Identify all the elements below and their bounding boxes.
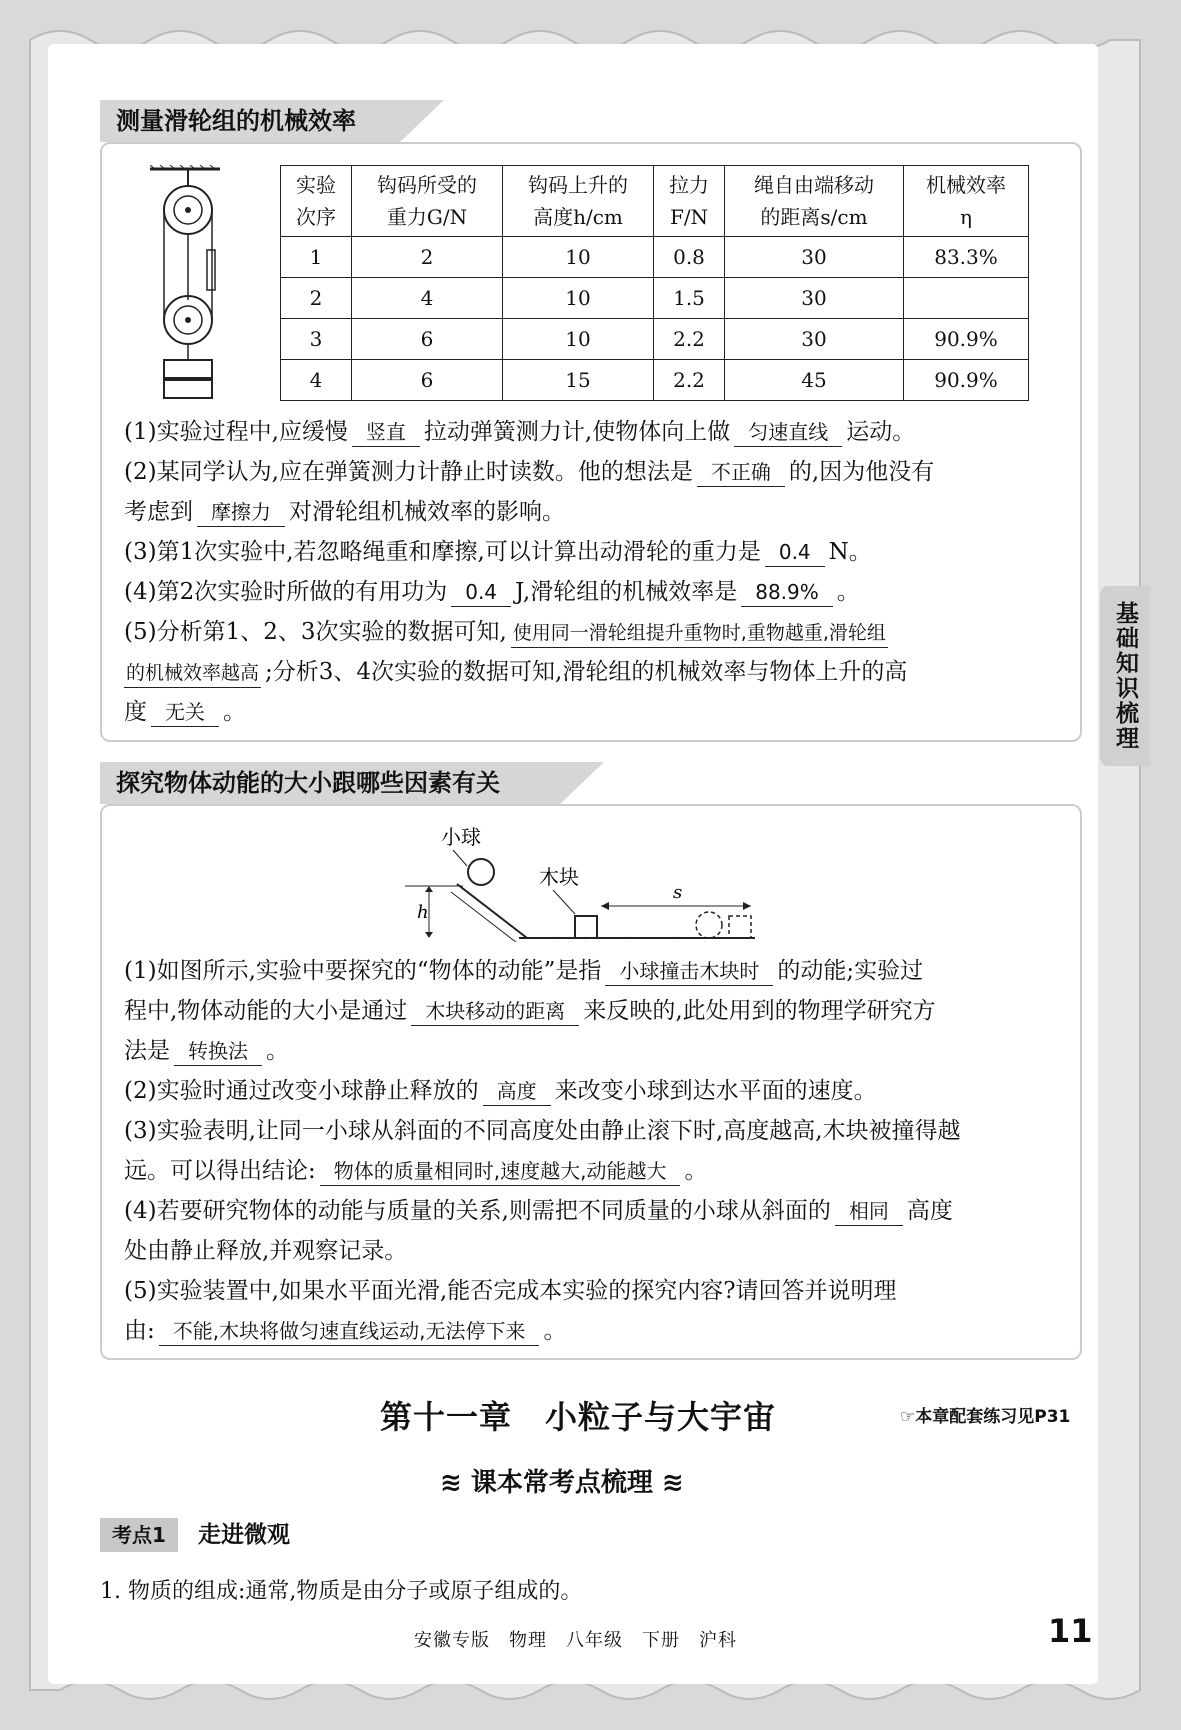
- answer-blank: 匀速直线: [734, 418, 842, 447]
- pulley-data-table: [280, 165, 1029, 401]
- table-cell: 1.5: [654, 278, 725, 319]
- question-text: (5)实验装置中,如果水平面光滑,能否完成本实验的探究内容?请回答并说明理 由: 不能,木块将做匀速直线运动,无法停下来 。: [124, 1278, 897, 1344]
- answer-blank: 不正确: [697, 458, 785, 487]
- pulley-system-figure: [150, 165, 230, 405]
- table-cell: 90.9%: [904, 360, 1029, 401]
- table-header-cell: 绳自由端移动 的距离s/cm: [725, 166, 904, 237]
- chapter-practice-note: ☞本章配套练习见P31: [900, 1407, 1071, 1427]
- table-cell: 6: [352, 360, 503, 401]
- figure-label-h: h: [417, 902, 429, 923]
- question-text: (1)如图所示,实验中要探究的“物体的动能”是指 小球撞击木块时 的动能;实验过 程中,物体动能的大小是通过 木块移动的距离 来反映的,此处用到的物理学研究方 法是 转换法 。: [124, 958, 936, 1064]
- table-row: [281, 278, 1029, 319]
- wave-icon: ≋: [440, 1468, 471, 1498]
- figure-label-s: s: [673, 882, 683, 903]
- question-text: (4)第2次实验时所做的有用功为 0.4 J,滑轮组的机械效率是 88.9% 。: [124, 579, 860, 605]
- figure-label-block: 木块: [539, 865, 579, 889]
- table-cell: 1: [281, 237, 352, 278]
- table-cell: 10: [503, 319, 654, 360]
- wave-icon: ≋: [652, 1468, 684, 1498]
- answer-blank: 相同: [835, 1197, 903, 1226]
- table-cell: 2: [281, 278, 352, 319]
- answer-blank: 的机械效率越高: [124, 659, 261, 688]
- table-header-cell: 实验 次序: [281, 166, 352, 237]
- question-text: (2)某同学认为,应在弹簧测力计静止时读数。他的想法是 不正确 的,因为他没有 考虑到 摩擦力 对滑轮组机械效率的影响。: [124, 459, 935, 525]
- table-cell: 3: [281, 319, 352, 360]
- table-header-cell: 拉力 F/N: [654, 166, 725, 237]
- table-cell: 83.3%: [904, 237, 1029, 278]
- textbook-key-points-heading: ≋ 课本常考点梳理 ≋: [440, 1468, 684, 1498]
- question-text: (3)实验表明,让同一小球从斜面的不同高度处由静止滚下时,高度越高,木块被撞得越 远。可以得出结论: 物体的质量相同时,速度越大,动能越大 。: [124, 1118, 961, 1184]
- answer-blank: 高度: [483, 1077, 551, 1106]
- table-cell: 30: [725, 237, 904, 278]
- question-text: (2)实验时通过改变小球静止释放的 高度 来改变小球到达水平面的速度。: [124, 1078, 877, 1104]
- table-cell: 10: [503, 237, 654, 278]
- page-footer: 安徽专版 物理 八年级 下册 沪科: [414, 1630, 737, 1651]
- table-cell: 2.2: [654, 360, 725, 401]
- chapter-title: 第十一章 小粒子与大宇宙: [380, 1398, 777, 1436]
- kaodian-tag: 考点1: [100, 1518, 178, 1552]
- answer-blank: 0.4: [451, 578, 511, 607]
- table-header-cell: 机械效率 η: [904, 166, 1029, 237]
- section-title-kinetic-energy: 探究物体动能的大小跟哪些因素有关: [100, 762, 560, 804]
- table-cell: 45: [725, 360, 904, 401]
- answer-blank: 物体的质量相同时,速度越大,动能越大: [320, 1157, 681, 1186]
- question-text: (1)实验过程中,应缓慢 竖直 拉动弹簧测力计,使物体向上做 匀速直线 运动。: [124, 419, 916, 445]
- table-cell: 30: [725, 319, 904, 360]
- table-header-row: [281, 166, 1029, 237]
- table-cell: 4: [281, 360, 352, 401]
- question-text: (5)分析第1、2、3次实验的数据可知, 使用同一滑轮组提升重物时,重物越重,滑轮组 的机械效率越高 ;分析3、4次实验的数据可知,滑轮组的机械效率与物体上升的高 度 无关 。: [124, 619, 908, 725]
- pointing-hand-icon: ☞: [900, 1407, 916, 1427]
- answer-blank: 88.9%: [741, 578, 833, 607]
- table-header-cell: 钩码上升的 高度h/cm: [503, 166, 654, 237]
- table-cell: 0.8: [654, 237, 725, 278]
- body-text: 1. 物质的组成:通常,物质是由分子或原子组成的。: [100, 1579, 583, 1604]
- answer-blank: 小球撞击木块时: [605, 957, 773, 986]
- side-tab[interactable]: 基础知识梳理: [1100, 586, 1150, 766]
- table-cell: 2: [352, 237, 503, 278]
- answer-blank: 无关: [151, 698, 219, 727]
- figure-label-ball: 小球: [441, 825, 481, 849]
- table-row: [281, 319, 1029, 360]
- table-cell: 30: [725, 278, 904, 319]
- answer-blank: 竖直: [352, 418, 420, 447]
- answer-blank: 不能,木块将做匀速直线运动,无法停下来: [159, 1317, 540, 1346]
- table-header-cell: 钩码所受的 重力G/N: [352, 166, 503, 237]
- answer-blank: 转换法: [174, 1037, 262, 1066]
- answer-blank: 0.4: [765, 538, 825, 567]
- table-cell: 15: [503, 360, 654, 401]
- incline-experiment-figure: [405, 822, 765, 942]
- table-row: [281, 360, 1029, 401]
- kaodian-title: 走进微观: [198, 1522, 290, 1548]
- table-cell: [904, 278, 1029, 319]
- question-text: (3)第1次实验中,若忽略绳重和摩擦,可以计算出动滑轮的重力是 0.4 N。: [124, 539, 872, 565]
- question-text: (4)若要研究物体的动能与质量的关系,则需把不同质量的小球从斜面的 相同 高度 处由静止释放,并观察记录。: [124, 1198, 953, 1264]
- section-title-pulley: 测量滑轮组的机械效率: [100, 100, 400, 142]
- table-row: [281, 237, 1029, 278]
- answer-blank: 使用同一滑轮组提升重物时,重物越重,滑轮组: [511, 619, 888, 648]
- table-cell: 6: [352, 319, 503, 360]
- table-cell: 4: [352, 278, 503, 319]
- answer-blank: 木块移动的距离: [411, 997, 579, 1026]
- page-number: 11: [1048, 1612, 1093, 1650]
- table-cell: 2.2: [654, 319, 725, 360]
- answer-blank: 摩擦力: [197, 498, 285, 527]
- table-cell: 10: [503, 278, 654, 319]
- table-cell: 90.9%: [904, 319, 1029, 360]
